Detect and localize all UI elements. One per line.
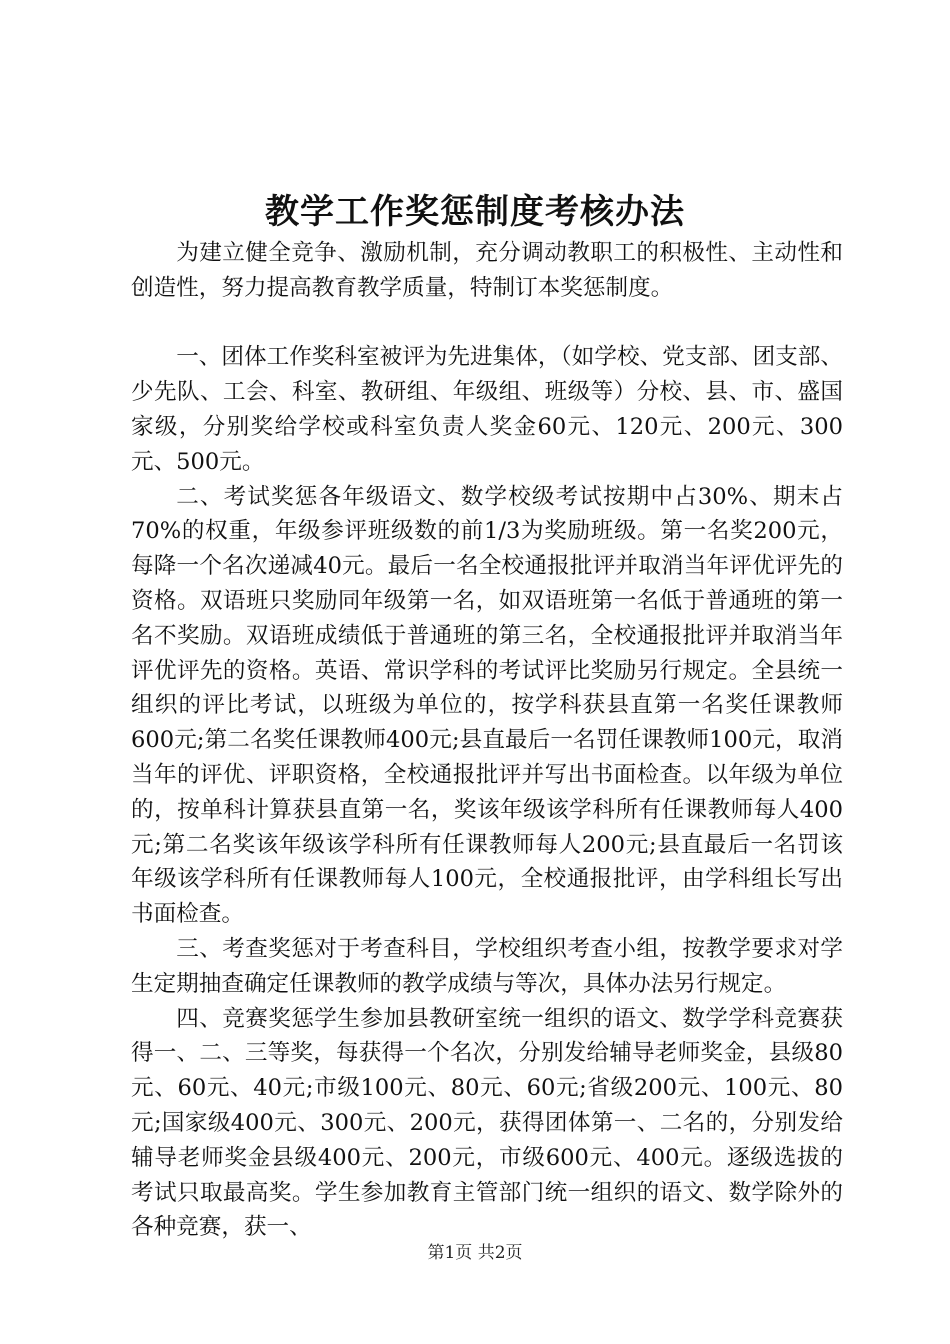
page-footer: 第1页 共2页: [427, 1243, 523, 1263]
document-body: [131, 236, 843, 1245]
section-1-paragraph: 一、团体工作奖科室被评为先进集体，（如学校、党支部、团支部、少先队、工会、科室、教研组、年级组、班级等）分校、县、市、盛国家级，分别奖给学校或科室负责人奖金60元、120元、200元、300元、500元。: [131, 344, 843, 475]
section-3-paragraph: 三、考查奖惩对于考查科目，学校组织考查小组，按教学要求对学生定期抽查确定任课教师的教学成绩与等次，具体办法另行规定。: [131, 935, 843, 997]
document-title: 教学工作奖惩制度考核办法: [265, 192, 685, 232]
section-2-paragraph: 二、考试奖惩各年级语文、数学校级考试按期中占30%、期末占70%的权重，年级参评班级数的前1/3为奖励班级。第一名奖200元，每降一个名次递减40元。最后一名全校通报批评并取消当年评优评先的资格。双语班只奖励同年级第一名，如双语班第一名低于普通班的第一名不奖励。双语班成绩低于普通班的第三名，全校通报批评并取消当年评优评先的资格。英语、常识学科的考试评比奖励另行规定。全县统一组织的评比考试，以班级为单位的，按学科获县直第一名奖任课教师600元;第二名奖任课教师400元;县直最后一名罚任课教师100元，取消当年的评优、评职资格，全校通报批评并写出书面检查。以年级为单位的，按单科计算获县直第一名，奖该年级该学科所有任课教师每人400元;第二名奖该年级该学科所有任课教师每人200元;县直最后一名罚该年级该学科所有任课教师每人100元，全校通报批评，由学科组长写出书面检查。: [131, 483, 843, 928]
section-4-paragraph: 四、竞赛奖惩学生参加县教研室统一组织的语文、数学学科竞赛获得一、二、三等奖，每获得一个名次，分别发给辅导老师奖金，县级80元、60元、40元;市级100元、80元、60元;省级200元、100元、80元;国家级400元、300元、200元，获得团体第一、二名的，分别发给辅导老师奖金县级400元、200元，市级600元、400元。逐级选拔的考试只取最高奖。学生参加教育主管部门统一组织的语文、数学除外的各种竞赛，获一、: [131, 1005, 843, 1241]
intro-paragraph: 为建立健全竞争、激励机制，充分调动教职工的积极性、主动性和创造性，努力提高教育教学质量，特制订本奖惩制度。: [131, 240, 843, 301]
